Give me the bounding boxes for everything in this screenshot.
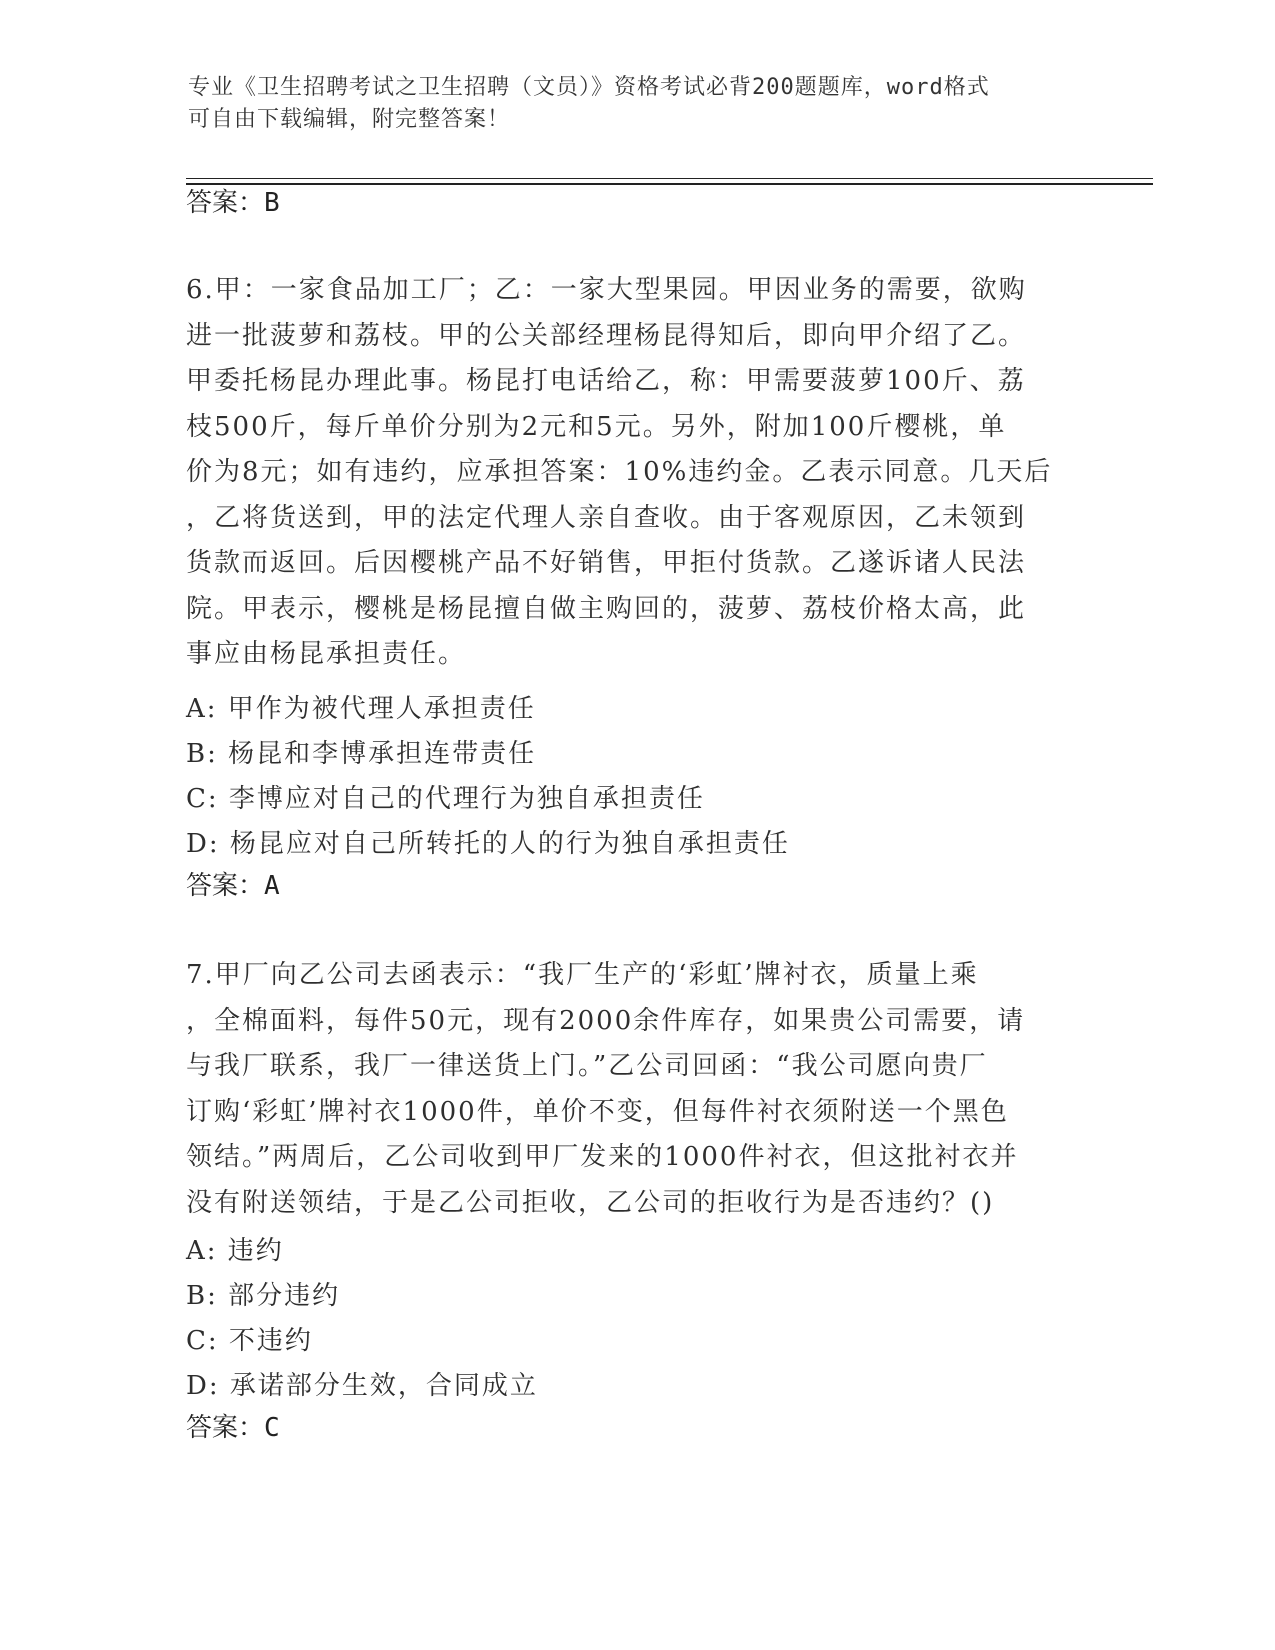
question-7-text — [186, 953, 1025, 1226]
question-7-line: 7.甲厂向乙公司去函表示：“我厂生产的‘彩虹’牌衬衣，质量上乘 — [186, 960, 979, 990]
question-7-line: 领结。”两周后，乙公司收到甲厂发来的1000件衬衣，但这批衬衣并 — [186, 1142, 1019, 1172]
question-6-line: 院。甲表示，樱桃是杨昆擅自做主购回的，菠萝、荔枝价格太高，此 — [186, 593, 1027, 624]
document-header — [188, 72, 1068, 136]
question-6-option-b: B: 杨昆和李博承担连带责任 — [186, 739, 537, 769]
question-7-line: ，全棉面料，每件50元，现有2000余件库存，如果贵公司需要，请 — [186, 1005, 1026, 1036]
header-divider-thick — [186, 183, 1153, 185]
question-7-option-c: C: 不违约 — [186, 1326, 313, 1356]
question-6-line: 6.甲：一家食品加工厂；乙：一家大型果园。甲因业务的需要，欲购 — [186, 275, 1027, 305]
question-6-option-d: D: 杨昆应对自己所转托的人的行为独自承担责任 — [186, 829, 790, 859]
question-6-option-c: C: 李博应对自己的代理行为独自承担责任 — [186, 784, 705, 814]
question-6-line: 枝500斤，每斤单价分别为2元和5元。另外，附加100斤樱桃，单 — [186, 411, 1007, 442]
header-divider-thin — [186, 178, 1153, 179]
question-6-option-a: A: 甲作为被代理人承担责任 — [186, 694, 536, 724]
answer-question-6: 答案：A — [186, 871, 280, 901]
question-6-line: ，乙将货送到，甲的法定代理人亲自查收。由于客观原因，乙未领到 — [186, 502, 1027, 533]
question-7-line: 与我厂联系，我厂一律送货上门。”乙公司回函：“我公司愿向贵厂 — [186, 1051, 988, 1081]
header-line-2: 可自由下载编辑，附完整答案！ — [188, 107, 511, 132]
answer-question-7: 答案：C — [186, 1413, 280, 1443]
question-6-line: 进一批菠萝和荔枝。甲的公关部经理杨昆得知后，即向甲介绍了乙。 — [186, 320, 1027, 351]
question-7-option-a: A: 违约 — [186, 1236, 284, 1266]
answer-previous: 答案：B — [186, 188, 280, 218]
question-6-line: 价为8元；如有违约，应承担答案：10%违约金。乙表示同意。几天后 — [186, 457, 1053, 487]
header-line-1: 专业《卫生招聘考试之卫生招聘（文员）》资格考试必背200题题库，word格式 — [188, 75, 990, 100]
question-7-line: 订购‘彩虹’牌衬衣1000件，单价不变，但每件衬衣须附送一个黑色 — [186, 1096, 1009, 1127]
question-6-line: 甲委托杨昆办理此事。杨昆打电话给乙，称：甲需要菠萝100斤、荔 — [186, 366, 1026, 396]
question-7-line: 没有附送领结，于是乙公司拒收，乙公司的拒收行为是否违约？() — [186, 1187, 995, 1218]
question-6-line: 事应由杨昆承担责任。 — [186, 639, 467, 669]
question-6-text — [186, 268, 1052, 678]
question-7-option-b: B: 部分违约 — [186, 1281, 341, 1311]
question-7-option-d: D: 承诺部分生效，合同成立 — [186, 1371, 538, 1401]
question-6-line: 货款而返回。后因樱桃产品不好销售，甲拒付货款。乙遂诉诸人民法 — [186, 548, 1027, 578]
